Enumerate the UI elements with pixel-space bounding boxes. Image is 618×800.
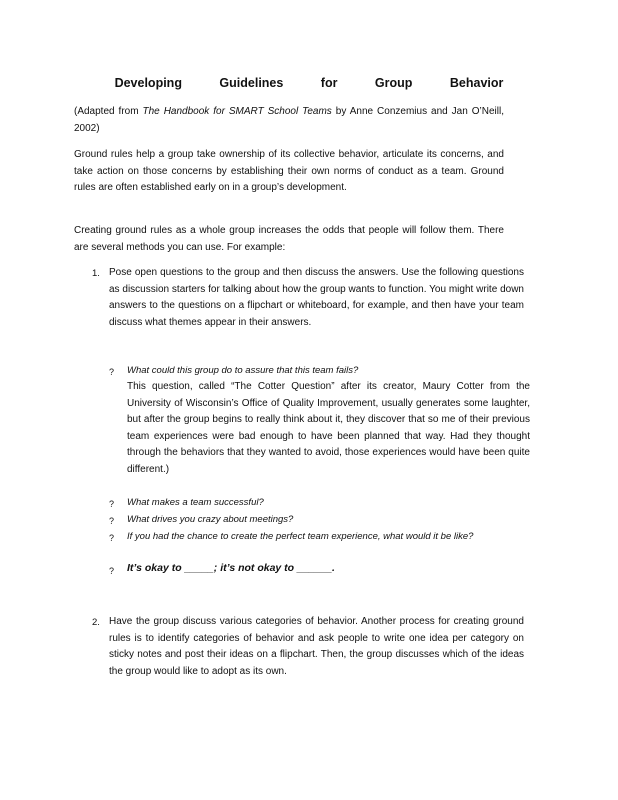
creating-ground-rules-paragraph: Creating ground rules as a whole group increases the odds that people will follow them. There are several methods you can use. For example: [74,225,504,253]
question-bullet: ? [109,367,115,377]
okay-not-okay-line: It’s okay to _____; it’s not okay to ______. [127,562,335,574]
item-1-text: Pose open questions to the group and then discuss the answers. Use the following questions as discussion starters for talking about how the group wants to function. You might write down answers to the questions on a flipchart or whiteboard, for example, and then have your team discuss what themes appear in their answers. [109,267,524,328]
question-2: What makes a team successful? [127,497,264,508]
question-bullet: ? [109,516,115,526]
item-2-text: Have the group discuss various categories of behavior. Another process for creating ground rules is to identify categories of behavior and ask people to write one idea per category on sticky notes and post their ideas on a flipchart. Then, the group discusses which of the ideas the group would like to adopt as its own. [109,616,524,677]
document-title: Developing Guidelines for Group Behavior [114,76,504,90]
ground-rules-paragraph: Ground rules help a group take ownership of its collective behavior, articulate its concerns, and take action on those concerns by establishing their own norms of conduct as a team. Ground rules are often established early on in a group’s development. [74,149,504,193]
question-1: What could this group do to assure that this team fails? [127,365,359,376]
item-1-number: 1. [92,268,100,279]
adapted-prefix: (Adapted from [74,106,143,117]
item-2-number: 2. [92,617,100,628]
question-4: If you had the chance to create the perfect team experience, what would it be like? [127,531,474,542]
question-bullet: ? [109,499,115,509]
question-bullet: ? [109,566,115,576]
adapted-book-title: The Handbook for SMART School Teams [142,106,332,117]
question-bullet: ? [109,533,115,543]
cotter-question-note: This question, called “The Cotter Question” after its creator, Maury Cotter from the University of Wisconsin’s Office of Quality Improvement, usually generates some laughter, but after the group begins to really think about it, they discover that so me of their previous team experiences were bad enough to have been planned that way. Had they thought through the behaviors that they wanted to avoid, those experiences would have been quite different.) [127,381,530,475]
adapted-suffix: by Anne Conzemius and Jan O’Neill, 2002) [74,106,504,134]
question-3: What drives you crazy about meetings? [127,514,294,525]
adapted-from-paragraph [74,104,504,137]
